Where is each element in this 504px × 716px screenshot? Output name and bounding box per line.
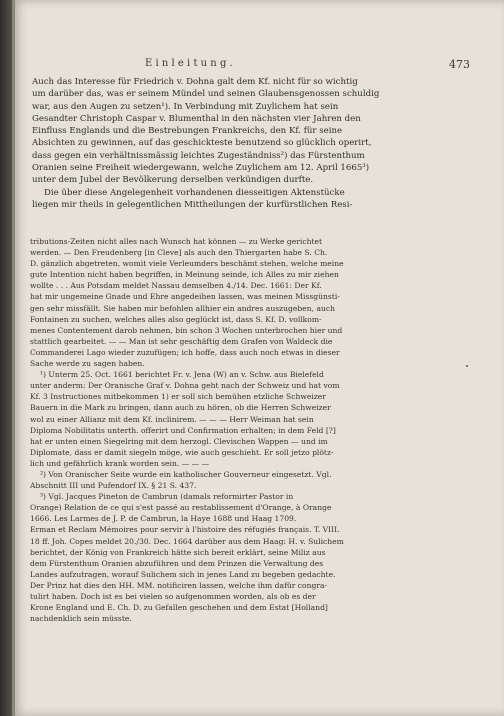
footnote-line: berichtet, der König von Frankreich hätte sich bereit erklärt, seine Miliz aus [30, 547, 326, 557]
footnote-line: werden. — Den Freudenberg [in Cleve] als auch den Thiergarten habe S. Ch. [30, 248, 328, 258]
footnote-line: 1666. Les Larmes de J. P. de Cambrun, la Haye 1688 und Haag 1709. [30, 514, 297, 524]
footnote-line: Diplomate, dass er damit siegeln möge, wie auch geschieht. Er soll jetzo plötz- [30, 447, 334, 457]
footnote-line: ²) Von Oranischer Seite wurde ein katholischer Gouverneur eingesetzt. Vgl. [40, 469, 332, 479]
text-line: Gesandter Christoph Caspar v. Blumenthal in den nächsten vier Jahren den [32, 113, 361, 124]
footnote-line: Fontainen zu suchen, welches alles also geglückt ist, dass S. Kf. D. vollkom- [30, 314, 322, 324]
footnote-line: dem Fürstenthum Oranien abzuführen und dem Prinzen die Verwaltung des [30, 558, 324, 568]
footnote-line: Orange) Relation de ce qui s'est passé au restablissement d'Orange, à Orange [30, 503, 332, 513]
footnote-line: gen sehr missfällt. Sie haben mir befohlen allhier ein andres auszugeben, auch [30, 303, 336, 313]
footnote-line: gute Intention nicht haben begriffen, in Meinung seinde, ich Alles zu mir ziehen [30, 270, 339, 280]
footnote-line: 18 ff. Joh. Copes meldet 20./30. Dec. 1664 darüber aus dem Haag: H. v. Sulichem [30, 536, 344, 546]
footnote-line: Krone England und E. Ch. D. zu Gefallen geschehen und dem Estat [Holland] [30, 603, 328, 613]
book-gutter [0, 0, 12, 716]
footnote-line: Der Prinz hat dies den HH. MM. notificiren lassen, welche ihm dafür congra- [30, 580, 328, 590]
footnote-line: Commanderei Lago wieder zuzufügen; ich hoffe, dass auch noch etwas in dieser [30, 347, 340, 357]
footnote-line: nachdenklich sein müsste. [30, 614, 132, 624]
text-line: Auch das Interesse für Friedrich v. Dohna galt dem Kf. nicht für so wichtig [32, 77, 358, 87]
footnote-line: Kf. 3 Instructiones mitbekommen 1) er soll sich bemühen etzliche Schweizer [30, 392, 326, 402]
footnote-line: wol zu einer Allianz mit dem Kf. inclinirem. — — — Herr Weiman hat sein [30, 414, 314, 424]
text-line: liegen mir theils in gelegentlichen Mittheilungen der kurfürstlichen Resi- [32, 199, 353, 210]
footnote-line: unter anderm: Der Oranische Graf v. Dohna geht nach der Schweiz und hat vom [30, 381, 340, 391]
footnote-line: hat mir ungemeine Gnade und Ehre angedeihen lassen, was meinen Missgünsti- [30, 292, 340, 302]
footnote-line: lich und gefährlich krank worden sein. — — — [30, 458, 210, 468]
footnote-line: Sache werde zu sagen haben. [30, 359, 145, 369]
text-line: Absichten zu gewinnen, auf das geschickteste benutzend so glücklich operirt, [32, 138, 372, 149]
running-head: Einleitung. [145, 58, 236, 69]
footnote-line: tulirt haben. Doch ist es bei vielen so aufgenommen worden, als ob es der [30, 592, 316, 601]
footnote-line: Erman et Reclam Mémoires pour servir à l'histoire des réfugiés français. T. VIII. [30, 525, 340, 535]
footnote-line: Diploma Nobilitatis unterth. offerirt und Confirmation erhalten; in dem Feld [?] [30, 425, 336, 435]
footnote-line: Bauern in die Mark zu bringen, dann auch zu hören, ob die Herren Schweizer [30, 403, 331, 413]
footnotes [30, 236, 474, 624]
footnote-line: stattlich gearbeitet. — — Man ist sehr geschäftig dem Grafen von Waldeck die [30, 336, 333, 346]
ink-speck [466, 365, 468, 367]
footnote-line: ³) Vgl. Jacques Pineton de Cambrun (damals reformirter Pastor in [40, 492, 294, 502]
main-text [32, 76, 472, 211]
footnote-line: Abschnitt III und Pufendorf IX. § 21 S. 437. [30, 481, 197, 491]
text-line: unter dem Jubel der Bevölkerung derselben verkündigen durfte. [32, 175, 314, 186]
text-line: Einfluss Englands und die Bestrebungen Frankreichs, den Kf. für seine [32, 126, 343, 137]
text-line: dass gegen ein verhältnissmässig leichtes Zugeständniss²) das Fürstenthum [32, 150, 365, 161]
text-line: Oranien seine Freiheit wiedergewann, welche Zuylichem am 12. April 1665³) [32, 163, 370, 174]
footnote-line: menes Contentement darob nehmen, bin schon 3 Wochen unterbrochen hier und [30, 325, 343, 335]
page-number: 473 [449, 58, 470, 71]
footnote-line: D. gänzlich abgetreten, womit viele Verleumders beschämt stehen, welche meine [30, 259, 344, 269]
footnote-line: wollte . . . Aus Potsdam meldet Nassau demselben 4./14. Dec. 1661: Der Kf. [30, 281, 322, 291]
text-line: war, aus den Augen zu setzen¹). In Verbindung mit Zuylichem hat sein [32, 101, 339, 112]
footnote-line: Landes aufzutragen, worauf Sulichem sich in jenes Land zu begeben gedachte. [30, 569, 336, 579]
footnote-line: ¹) Unterm 25. Oct. 1661 berichtet Fr. v. Jena (W) an v. Schw. aus Bielefeld [40, 370, 324, 380]
text-line: Die über diese Angelegenheit vorhandenen diesseitigen Aktenstücke [44, 187, 345, 198]
page-header [30, 58, 470, 74]
page-edge [12, 0, 15, 716]
text-line: um darüber das, was er seinem Mündel und seinen Glaubensgenossen schuldig [32, 89, 380, 100]
footnote-line: tributions-Zeiten nicht alles nach Wunsch hat können — zu Werke gerichtet [30, 237, 323, 246]
footnote-line: hat er unten einen Siegelring mit dem herzogl. Clevischen Wappen — und im [30, 436, 328, 446]
